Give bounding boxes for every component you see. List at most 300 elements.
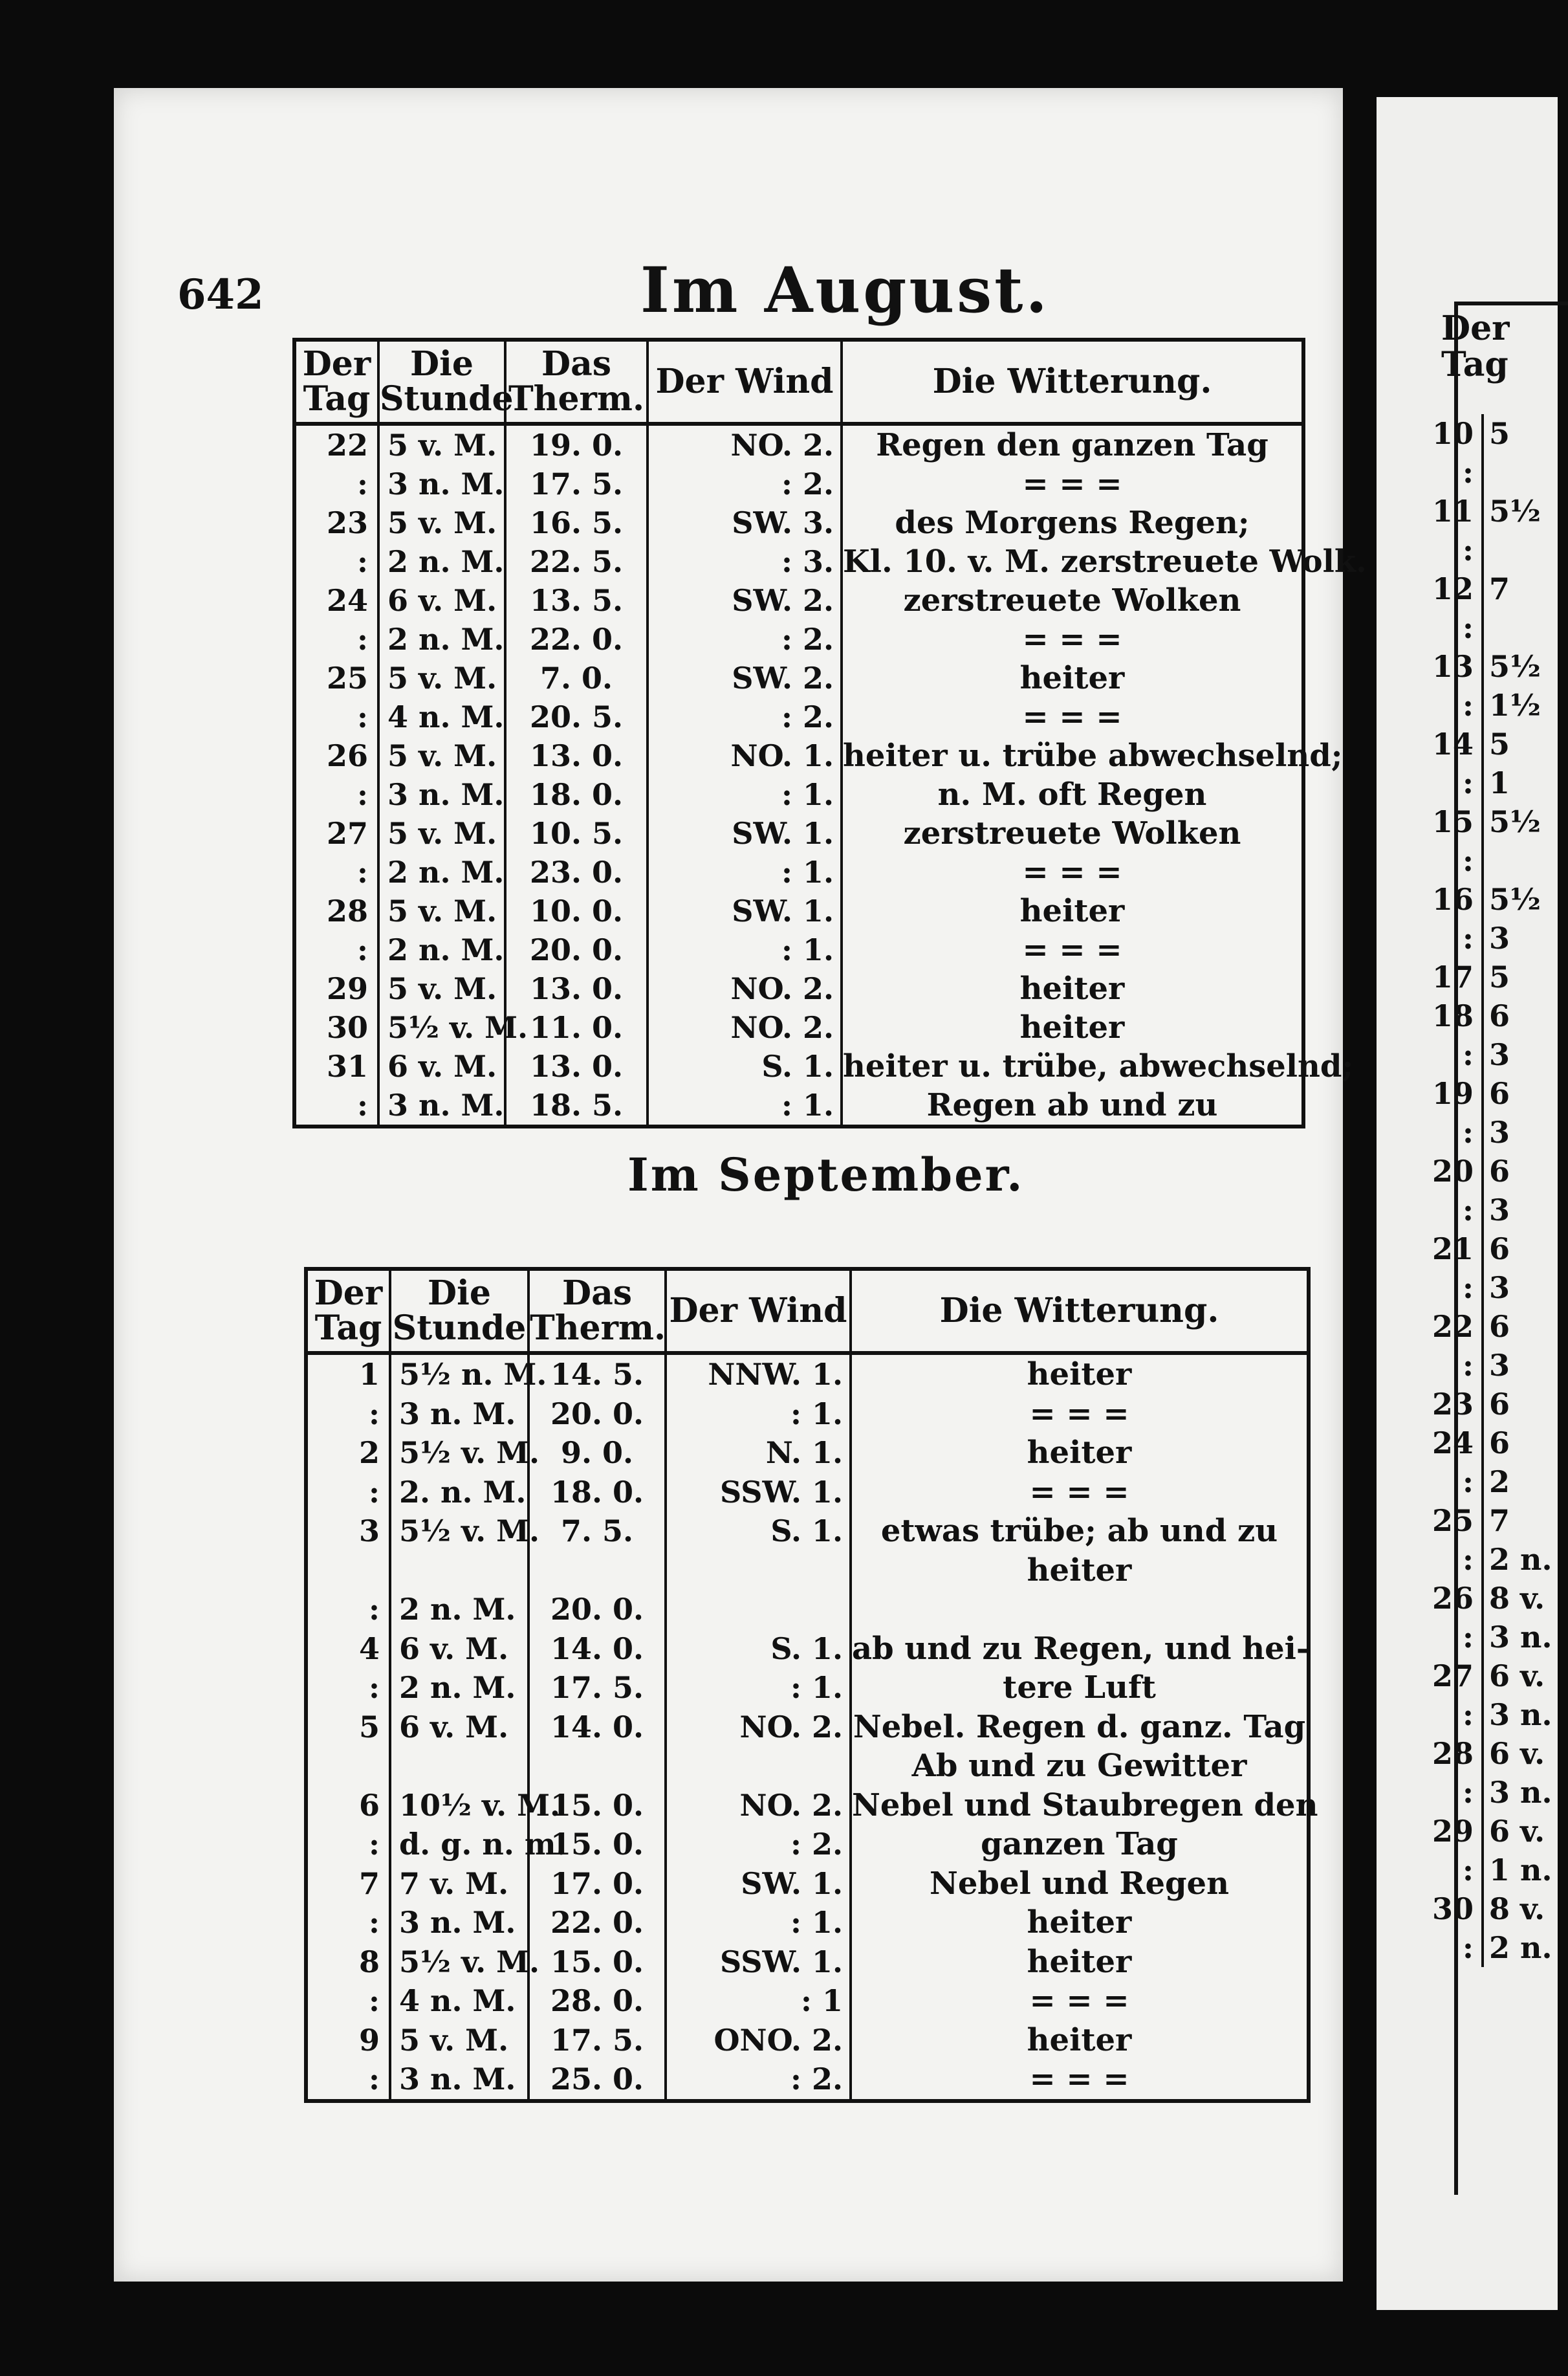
cell-tag: 23 [1432, 1387, 1474, 1422]
cell-tag: 6 [306, 1786, 390, 1825]
cell-witterung: = = = [842, 853, 1303, 892]
cell-stunde: 1 [1481, 764, 1510, 802]
cell-stunde: 2 n. [1481, 1928, 1552, 1967]
table-row [1422, 958, 1558, 996]
cell-wind: : 1. [648, 930, 842, 969]
cell-therm: 13. 5. [505, 581, 648, 620]
cell-tag: : [294, 853, 378, 892]
table-row [306, 1864, 1309, 1904]
cell-therm: 15. 0. [528, 1825, 666, 1864]
cell-therm: 15. 0. [528, 1786, 666, 1825]
cell-tag: 5 [306, 1708, 390, 1747]
cell-tag: 11 [1432, 494, 1474, 529]
cell-wind: SSW. 1. [666, 1942, 851, 1982]
cell-stunde: 4 n. M. [390, 1981, 528, 2021]
cell-stunde: 3 [1481, 919, 1510, 958]
cell-witterung: zerstreuete Wolken [842, 814, 1303, 853]
table-row [294, 659, 1303, 698]
cell-therm: 9. 0. [528, 1433, 666, 1473]
header-therm: Das Therm. [528, 1269, 666, 1353]
cell-witterung: heiter [842, 659, 1303, 698]
cell-tag: 21 [1432, 1231, 1474, 1266]
cell-therm: 11. 0. [505, 1008, 648, 1047]
cell-stunde: 6 v. M. [390, 1708, 528, 1747]
cell-stunde: 3 n. M. [378, 465, 505, 503]
cell-tag: : [294, 542, 378, 581]
cell-therm: 17. 0. [528, 1864, 666, 1904]
table-row [1422, 1812, 1558, 1851]
table-row [306, 1708, 1309, 1747]
cell-stunde: 2 n. [1481, 1540, 1552, 1579]
table-row [294, 853, 1303, 892]
cell-tag: 30 [1432, 1891, 1474, 1926]
table-row [1422, 1113, 1558, 1152]
cell-stunde: 6 v. [1481, 1656, 1545, 1695]
cell-wind: : 1. [648, 1086, 842, 1127]
cell-stunde [1481, 531, 1489, 569]
header-wind: Der Wind [666, 1269, 851, 1353]
cell-stunde: 6 v. [1481, 1812, 1545, 1851]
cell-therm: 22. 0. [505, 620, 648, 659]
cell-stunde: 5½ [1481, 492, 1541, 531]
cell-witterung: = = = [842, 930, 1303, 969]
cell-wind: ONO. 2. [666, 2021, 851, 2060]
cell-tag: 8 [306, 1942, 390, 1982]
cell-therm: 20. 0. [528, 1394, 666, 1434]
cell-stunde: 5½ [1481, 647, 1541, 686]
cell-tag: 23 [294, 503, 378, 542]
table-row [1422, 1035, 1558, 1074]
table-row [1422, 1734, 1558, 1773]
cell-tag: 1 [306, 1353, 390, 1394]
cell-tag: 29 [294, 969, 378, 1008]
cell-wind: : 1. [648, 775, 842, 814]
cell-wind: SW. 1. [648, 892, 842, 930]
cell-stunde: 2 n. M. [390, 1590, 528, 1629]
header-stunde: Die Stunde [378, 340, 505, 424]
table-row [1422, 1462, 1558, 1501]
table-row [1422, 1773, 1558, 1812]
table-row [1422, 1656, 1558, 1695]
cell-witterung: = = = [851, 2060, 1309, 2101]
table-row [294, 620, 1303, 659]
cell-stunde: d. g. n. m. [390, 1825, 528, 1864]
cell-therm: 14. 5. [528, 1353, 666, 1394]
cell-stunde: 6 v. M. [390, 1629, 528, 1669]
table-row [294, 892, 1303, 930]
table-row [294, 698, 1303, 736]
cell-tag [306, 1746, 390, 1786]
cell-witterung: = = = [842, 698, 1303, 736]
cell-therm: 7. 0. [505, 659, 648, 698]
cell-stunde: 5 [1481, 414, 1510, 453]
table-row [1422, 1152, 1558, 1191]
cell-stunde: 6 [1481, 1424, 1510, 1462]
cell-tag: : [1463, 1193, 1474, 1227]
cell-witterung: Nebel und Regen [851, 1864, 1309, 1904]
cell-stunde: 5 v. M. [378, 892, 505, 930]
header-witterung: Die Witterung. [851, 1269, 1309, 1353]
cell-witterung: heiter [851, 1353, 1309, 1394]
cell-tag: 15 [1432, 804, 1474, 839]
cell-stunde: 1 n. [1481, 1851, 1552, 1889]
cell-witterung: zerstreuete Wolken [842, 581, 1303, 620]
cell-stunde: 5 v. M. [378, 659, 505, 698]
table-row [294, 1086, 1303, 1127]
table-row [306, 1903, 1309, 1942]
cell-tag: : [1463, 1464, 1474, 1499]
cell-wind: NNW. 1. [666, 1353, 851, 1394]
cell-therm: 22. 5. [505, 542, 648, 581]
cell-wind: NO. 2. [648, 424, 842, 465]
cell-therm: 18. 0. [505, 775, 648, 814]
cell-therm: 15. 0. [528, 1942, 666, 1982]
cell-witterung: Regen ab und zu [842, 1086, 1303, 1127]
cell-stunde [390, 1746, 528, 1786]
table-row [1422, 1307, 1558, 1346]
cell-tag: 25 [294, 659, 378, 698]
header-therm: Das Therm. [505, 340, 648, 424]
cell-therm: 17. 5. [528, 1668, 666, 1708]
table-row [1422, 686, 1558, 725]
cell-tag: 7 [306, 1864, 390, 1904]
table-row [294, 930, 1303, 969]
cell-stunde: 7 [1481, 1501, 1510, 1540]
table-row [1422, 802, 1558, 841]
table-row [1422, 1229, 1558, 1268]
cell-tag: : [1463, 1037, 1474, 1072]
cell-witterung: heiter [842, 892, 1303, 930]
cell-wind: : 2. [648, 698, 842, 736]
cell-tag: : [294, 930, 378, 969]
cell-stunde: 3 n. [1481, 1695, 1552, 1734]
cell-tag: : [1463, 1853, 1474, 1887]
cell-tag: 3 [306, 1512, 390, 1551]
cell-stunde: 3 n. M. [390, 1903, 528, 1942]
cell-stunde: 3 n. M. [378, 1086, 505, 1127]
table-row [1422, 764, 1558, 802]
cell-stunde [1481, 841, 1489, 880]
cell-wind: NO. 2. [666, 1708, 851, 1747]
cell-tag: 29 [1432, 1814, 1474, 1849]
cell-witterung: heiter [851, 1903, 1309, 1942]
cell-stunde: 3 [1481, 1268, 1510, 1307]
cell-wind: : 1. [666, 1903, 851, 1942]
cell-therm: 20. 0. [505, 930, 648, 969]
cell-tag: : [1463, 688, 1474, 723]
table-row [294, 969, 1303, 1008]
cell-stunde: 2 [1481, 1462, 1510, 1501]
cell-tag: : [306, 2060, 390, 2101]
table-row [306, 1981, 1309, 2021]
cell-witterung: ganzen Tag [851, 1825, 1309, 1864]
cell-stunde: 2 n. M. [378, 620, 505, 659]
cell-witterung: heiter [842, 1008, 1303, 1047]
cell-therm: 10. 5. [505, 814, 648, 853]
cell-stunde: 1½ [1481, 686, 1541, 725]
cell-witterung: heiter [851, 1433, 1309, 1473]
august-weather-table [292, 338, 1367, 1128]
cell-tag: 22 [1432, 1309, 1474, 1344]
cell-tag: 13 [1432, 649, 1474, 684]
right-table-rows [1422, 414, 1558, 1967]
cell-therm: 23. 0. [505, 853, 648, 892]
cell-wind: SW. 1. [648, 814, 842, 853]
cell-therm: 13. 0. [505, 1047, 648, 1086]
cell-wind: : 2. [648, 465, 842, 503]
table-row [1422, 1618, 1558, 1656]
cell-tag: : [306, 1668, 390, 1708]
table-row [306, 2021, 1309, 2060]
table-row [1422, 569, 1558, 608]
cell-stunde: 6 [1481, 1152, 1510, 1191]
cell-witterung: = = = [842, 620, 1303, 659]
cell-wind [666, 1746, 851, 1786]
cell-therm: 18. 5. [505, 1086, 648, 1127]
cell-therm: 10. 0. [505, 892, 648, 930]
cell-tag: : [294, 465, 378, 503]
cell-tag: : [1463, 765, 1474, 800]
table-row [294, 736, 1303, 775]
table-row [306, 1551, 1309, 1590]
table-row [1422, 531, 1558, 569]
cell-stunde: 10½ v. M. [390, 1786, 528, 1825]
cell-therm: 14. 0. [528, 1629, 666, 1669]
cell-tag: 2 [306, 1433, 390, 1473]
cell-therm: 7. 5. [528, 1512, 666, 1551]
cell-tag: 14 [1432, 727, 1474, 762]
cell-stunde: 5 v. M. [378, 969, 505, 1008]
cell-wind: : 2. [666, 1825, 851, 1864]
cell-stunde: 3 n. M. [390, 2060, 528, 2101]
cell-wind: N. 1. [666, 1433, 851, 1473]
table-row [306, 1353, 1309, 1394]
cell-tag: 4 [306, 1629, 390, 1669]
cell-tag: 20 [1432, 1154, 1474, 1189]
cell-tag: 27 [294, 814, 378, 853]
cell-therm: 22. 0. [528, 1903, 666, 1942]
cell-witterung: tere Luft [851, 1668, 1309, 1708]
cell-stunde: 7 v. M. [390, 1864, 528, 1904]
cell-tag: : [294, 620, 378, 659]
cell-tag: : [1463, 1348, 1474, 1383]
table-row [306, 1394, 1309, 1434]
table-row [306, 1629, 1309, 1669]
cell-tag: : [1463, 1697, 1474, 1732]
cell-witterung: = = = [851, 1473, 1309, 1512]
header-tag: Der Tag [294, 340, 378, 424]
cell-therm [528, 1746, 666, 1786]
cell-stunde: 6 v. [1481, 1734, 1545, 1773]
cell-stunde: 3 n. M. [390, 1394, 528, 1434]
cell-therm: 20. 5. [505, 698, 648, 736]
cell-stunde: 6 [1481, 996, 1510, 1035]
cell-therm: 16. 5. [505, 503, 648, 542]
cell-wind: : 3. [648, 542, 842, 581]
cell-witterung: = = = [851, 1394, 1309, 1434]
table-row [294, 775, 1303, 814]
cell-therm [528, 1551, 666, 1590]
table-row [1422, 1889, 1558, 1928]
cell-stunde: 6 [1481, 1229, 1510, 1268]
cell-tag: 9 [306, 2021, 390, 2060]
cell-tag: 19 [1432, 1076, 1474, 1111]
cell-tag: 24 [294, 581, 378, 620]
cell-stunde [390, 1551, 528, 1590]
cell-stunde: 6 [1481, 1074, 1510, 1113]
cell-witterung: ab und zu Regen, und hei- [851, 1629, 1309, 1669]
cell-tag: : [306, 1473, 390, 1512]
table-row [1422, 725, 1558, 764]
cell-witterung: heiter u. trübe, abwechselnd; [843, 1048, 1354, 1084]
table-row [1422, 841, 1558, 880]
table-row [306, 1825, 1309, 1864]
cell-witterung: Nebel. Regen d. ganz. Tag [851, 1708, 1309, 1747]
table-row [294, 542, 1303, 581]
table-row [1422, 453, 1558, 492]
cell-tag: : [294, 775, 378, 814]
cell-tag: 28 [294, 892, 378, 930]
cell-wind: NO. 2. [648, 969, 842, 1008]
table-row [1422, 492, 1558, 531]
cell-tag: 12 [1432, 571, 1474, 606]
cell-tag: : [1463, 610, 1474, 645]
cell-stunde: 3 [1481, 1191, 1510, 1229]
table-row [1422, 1268, 1558, 1307]
cell-tag: 26 [1432, 1581, 1474, 1616]
table-row [306, 1512, 1309, 1551]
cell-stunde: 5½ [1481, 880, 1541, 919]
right-header-tag: Der Tag [1441, 309, 1510, 384]
table-row [294, 1008, 1303, 1047]
header-stunde: Die Stunde [390, 1269, 528, 1353]
cell-tag: 31 [294, 1047, 378, 1086]
cell-wind: NO. 2. [666, 1786, 851, 1825]
table-row [1422, 647, 1558, 686]
cell-therm: 18. 0. [528, 1473, 666, 1512]
cell-wind: : 1. [666, 1668, 851, 1708]
table-row [306, 1942, 1309, 1982]
table-row [1422, 919, 1558, 958]
table-row [294, 1047, 1303, 1086]
cell-tag: : [306, 1981, 390, 2021]
cell-witterung [851, 1590, 1309, 1629]
cell-stunde: 5½ v. M. [390, 1512, 528, 1551]
cell-witterung: Ab und zu Gewitter [851, 1746, 1309, 1786]
cell-stunde: 2 n. M. [390, 1668, 528, 1708]
cell-therm: 13. 0. [505, 969, 648, 1008]
cell-wind: SW. 3. [648, 503, 842, 542]
cell-therm: 17. 5. [505, 465, 648, 503]
table-row [1422, 880, 1558, 919]
cell-stunde: 2. n. M. [390, 1473, 528, 1512]
cell-wind [666, 1590, 851, 1629]
table-row [306, 1668, 1309, 1708]
page-number: 642 [177, 270, 264, 319]
september-title: Im September. [627, 1148, 1025, 1202]
cell-witterung: Regen den ganzen Tag [842, 424, 1303, 465]
table-row [1422, 1424, 1558, 1462]
cell-tag: : [1463, 1270, 1474, 1305]
table-row [1422, 1695, 1558, 1734]
cell-stunde: 6 [1481, 1307, 1510, 1346]
cell-wind: S. 1. [666, 1629, 851, 1669]
cell-tag: : [294, 1086, 378, 1127]
table-row [306, 1473, 1309, 1512]
cell-tag: 10 [1432, 416, 1474, 451]
table-row [306, 2060, 1309, 2101]
cell-tag [306, 1551, 390, 1590]
cell-wind: NO. 1. [648, 736, 842, 775]
table-row [1422, 996, 1558, 1035]
cell-witterung: heiter [842, 969, 1303, 1008]
table-row [1422, 1540, 1558, 1579]
cell-therm: 13. 0. [505, 736, 648, 775]
cell-stunde: 3 n. [1481, 1773, 1552, 1812]
cell-stunde [1481, 608, 1489, 647]
cell-stunde: 3 n. [1481, 1618, 1552, 1656]
cell-wind: SSW. 1. [666, 1473, 851, 1512]
cell-therm: 14. 0. [528, 1708, 666, 1747]
cell-stunde: 5 v. M. [378, 503, 505, 542]
cell-stunde: 5 [1481, 725, 1510, 764]
cell-witterung: des Morgens Regen; [842, 503, 1303, 542]
cell-wind: SW. 2. [648, 581, 842, 620]
cell-tag: : [1463, 1620, 1474, 1655]
table-row [1422, 1501, 1558, 1540]
august-title: Im August. [640, 254, 1050, 327]
cell-therm: 28. 0. [528, 1981, 666, 2021]
cell-witterung: heiter [851, 2021, 1309, 2060]
cell-tag: : [1463, 843, 1474, 878]
cell-wind: NO. 2. [648, 1008, 842, 1047]
cell-stunde: 2 n. M. [378, 930, 505, 969]
table-row [1422, 1579, 1558, 1618]
september-weather-table [304, 1267, 1318, 2103]
cell-stunde: 5½ v. M. [378, 1008, 505, 1047]
table-row [294, 503, 1303, 542]
cell-wind: : 1. [648, 853, 842, 892]
cell-tag: 27 [1432, 1658, 1474, 1693]
cell-tag: : [1463, 1542, 1474, 1577]
cell-stunde: 3 [1481, 1113, 1510, 1152]
cell-wind: SW. 2. [648, 659, 842, 698]
cell-stunde: 5½ n. M. [390, 1353, 528, 1394]
cell-stunde: 8 v. [1481, 1579, 1545, 1618]
cell-stunde: 5½ v. M. [390, 1433, 528, 1473]
table-row [306, 1746, 1309, 1786]
table-row [1422, 608, 1558, 647]
cell-witterung: heiter u. trübe abwechselnd; [843, 738, 1343, 774]
right-page-fragment [1377, 97, 1558, 2310]
table-row [294, 814, 1303, 853]
cell-wind: : 2. [648, 620, 842, 659]
cell-witterung: n. M. oft Regen [842, 775, 1303, 814]
cell-stunde [1481, 453, 1489, 492]
cell-tag: : [306, 1590, 390, 1629]
table-row [294, 465, 1303, 503]
cell-wind: S. 1. [666, 1512, 851, 1551]
cell-wind: S. 1. [648, 1047, 842, 1086]
cell-tag: : [306, 1903, 390, 1942]
cell-therm: 25. 0. [528, 2060, 666, 2101]
cell-witterung: etwas trübe; ab und zu [851, 1512, 1309, 1551]
table-row [294, 424, 1303, 465]
cell-therm: 19. 0. [505, 424, 648, 465]
table-row [1422, 1851, 1558, 1889]
cell-stunde: 2 n. M. [378, 542, 505, 581]
cell-stunde: 2 n. M. [378, 853, 505, 892]
